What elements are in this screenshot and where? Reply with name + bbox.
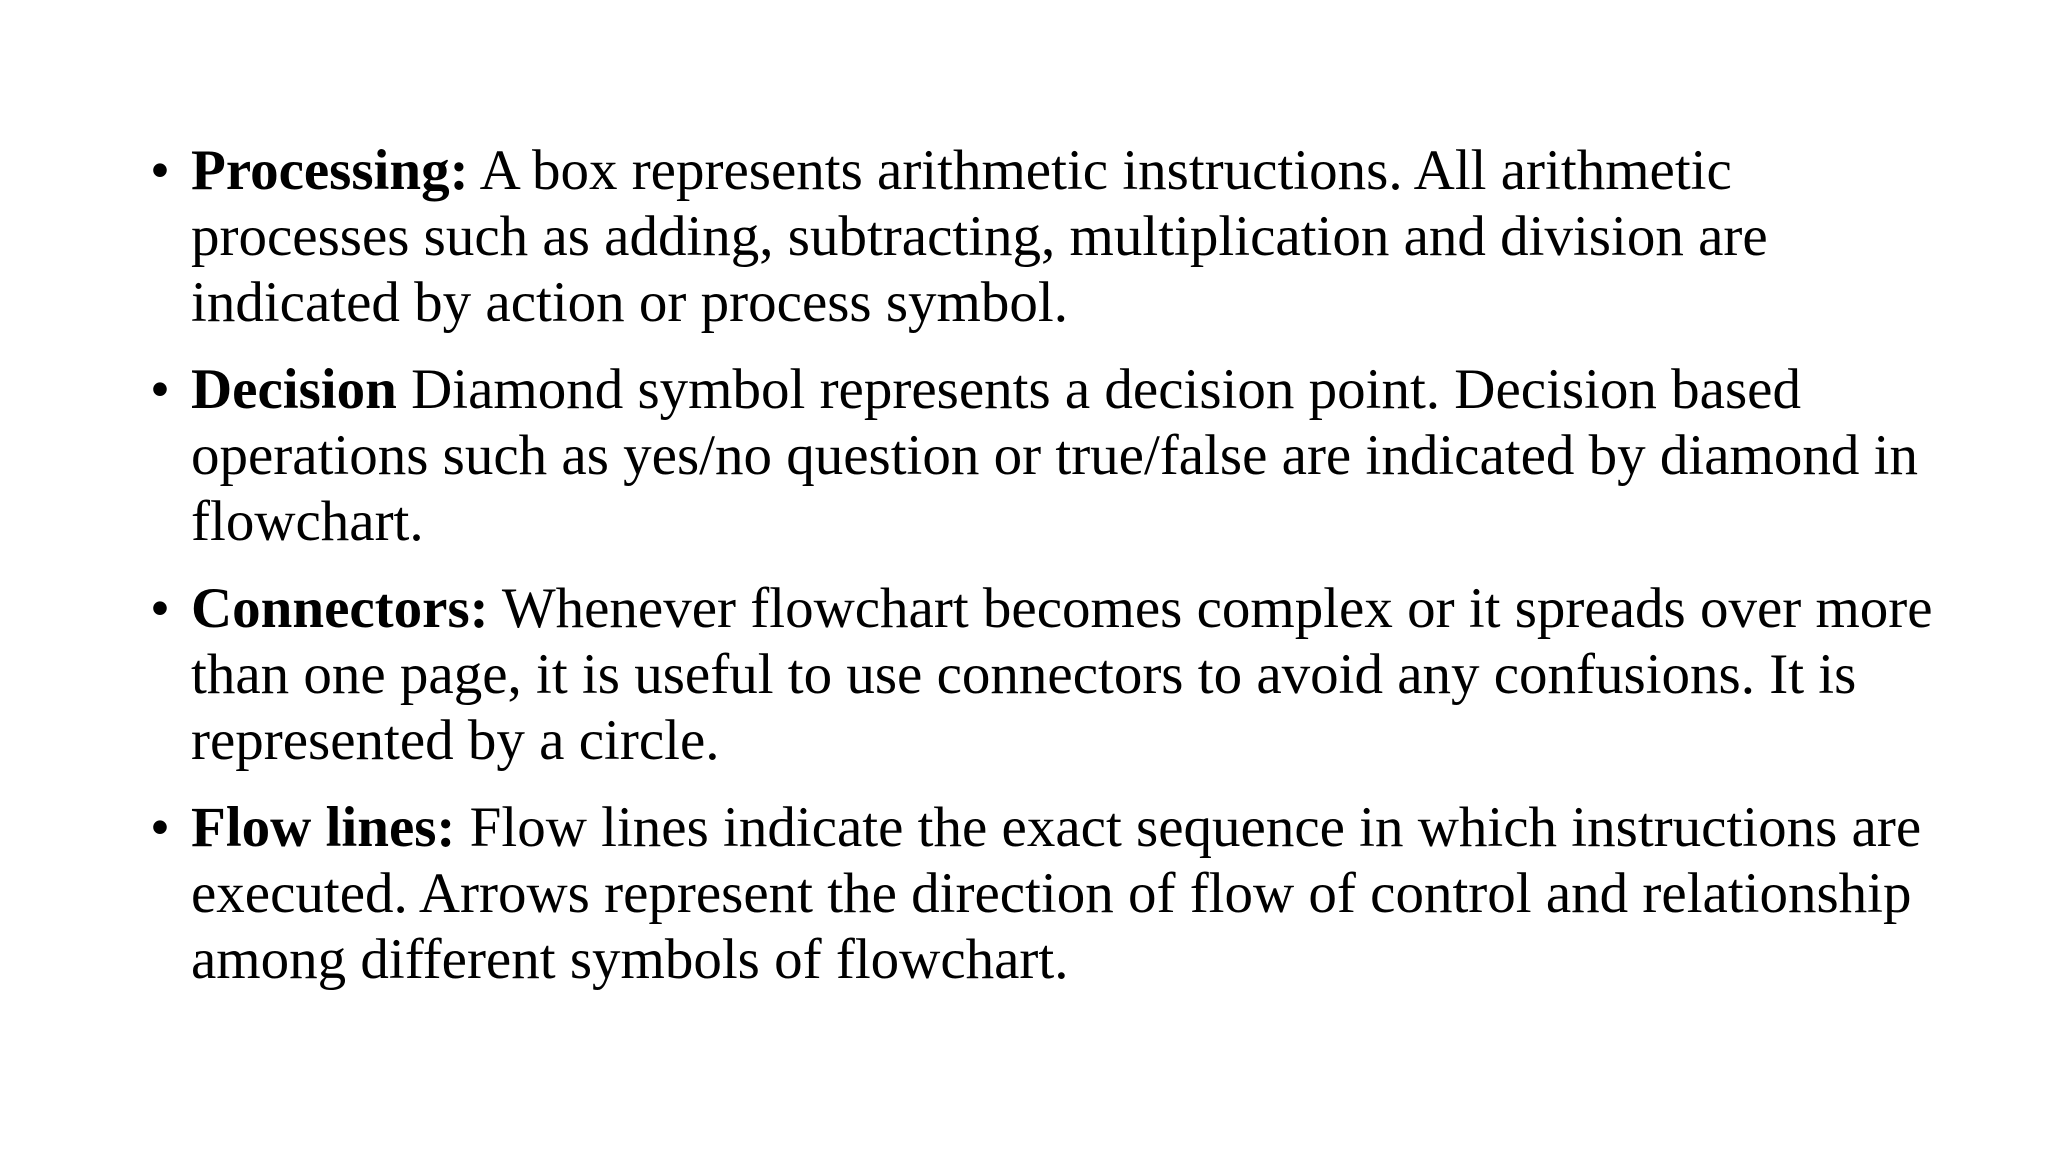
- bullet-item-connectors: [150, 576, 1940, 774]
- bullet-list: [150, 138, 1940, 1014]
- bullet-text: Diamond symbol represents a decision point. Decision based operations such as yes/no question or true/false are indicated by diamond in flowchart.: [191, 358, 1918, 553]
- bullet-item-flow-lines: [150, 795, 1940, 993]
- bullet-marker: •: [150, 139, 170, 202]
- bullet-term: Processing:: [191, 139, 469, 202]
- bullet-text: Flow lines indicate the exact sequence in which instructions are executed. Arrows represent the direction of flow of control and relationship among different symbols of flowchart.: [191, 796, 1922, 991]
- bullet-text: A box represents arithmetic instructions. All arithmetic processes such as adding, subtracting, multiplication and division are indicated by action or process symbol.: [191, 139, 1768, 334]
- bullet-item-processing: [150, 138, 1940, 336]
- bullet-text: Whenever flowchart becomes complex or it spreads over more than one page, it is useful to use connectors to avoid any confusions. It is represented by a circle.: [191, 577, 1933, 772]
- bullet-term: Decision: [191, 358, 397, 421]
- bullet-item-decision: [150, 357, 1940, 555]
- bullet-term: Connectors:: [191, 577, 489, 640]
- bullet-marker: •: [150, 577, 170, 640]
- bullet-marker: •: [150, 358, 170, 421]
- bullet-marker: •: [150, 796, 170, 859]
- bullet-term: Flow lines:: [191, 796, 456, 859]
